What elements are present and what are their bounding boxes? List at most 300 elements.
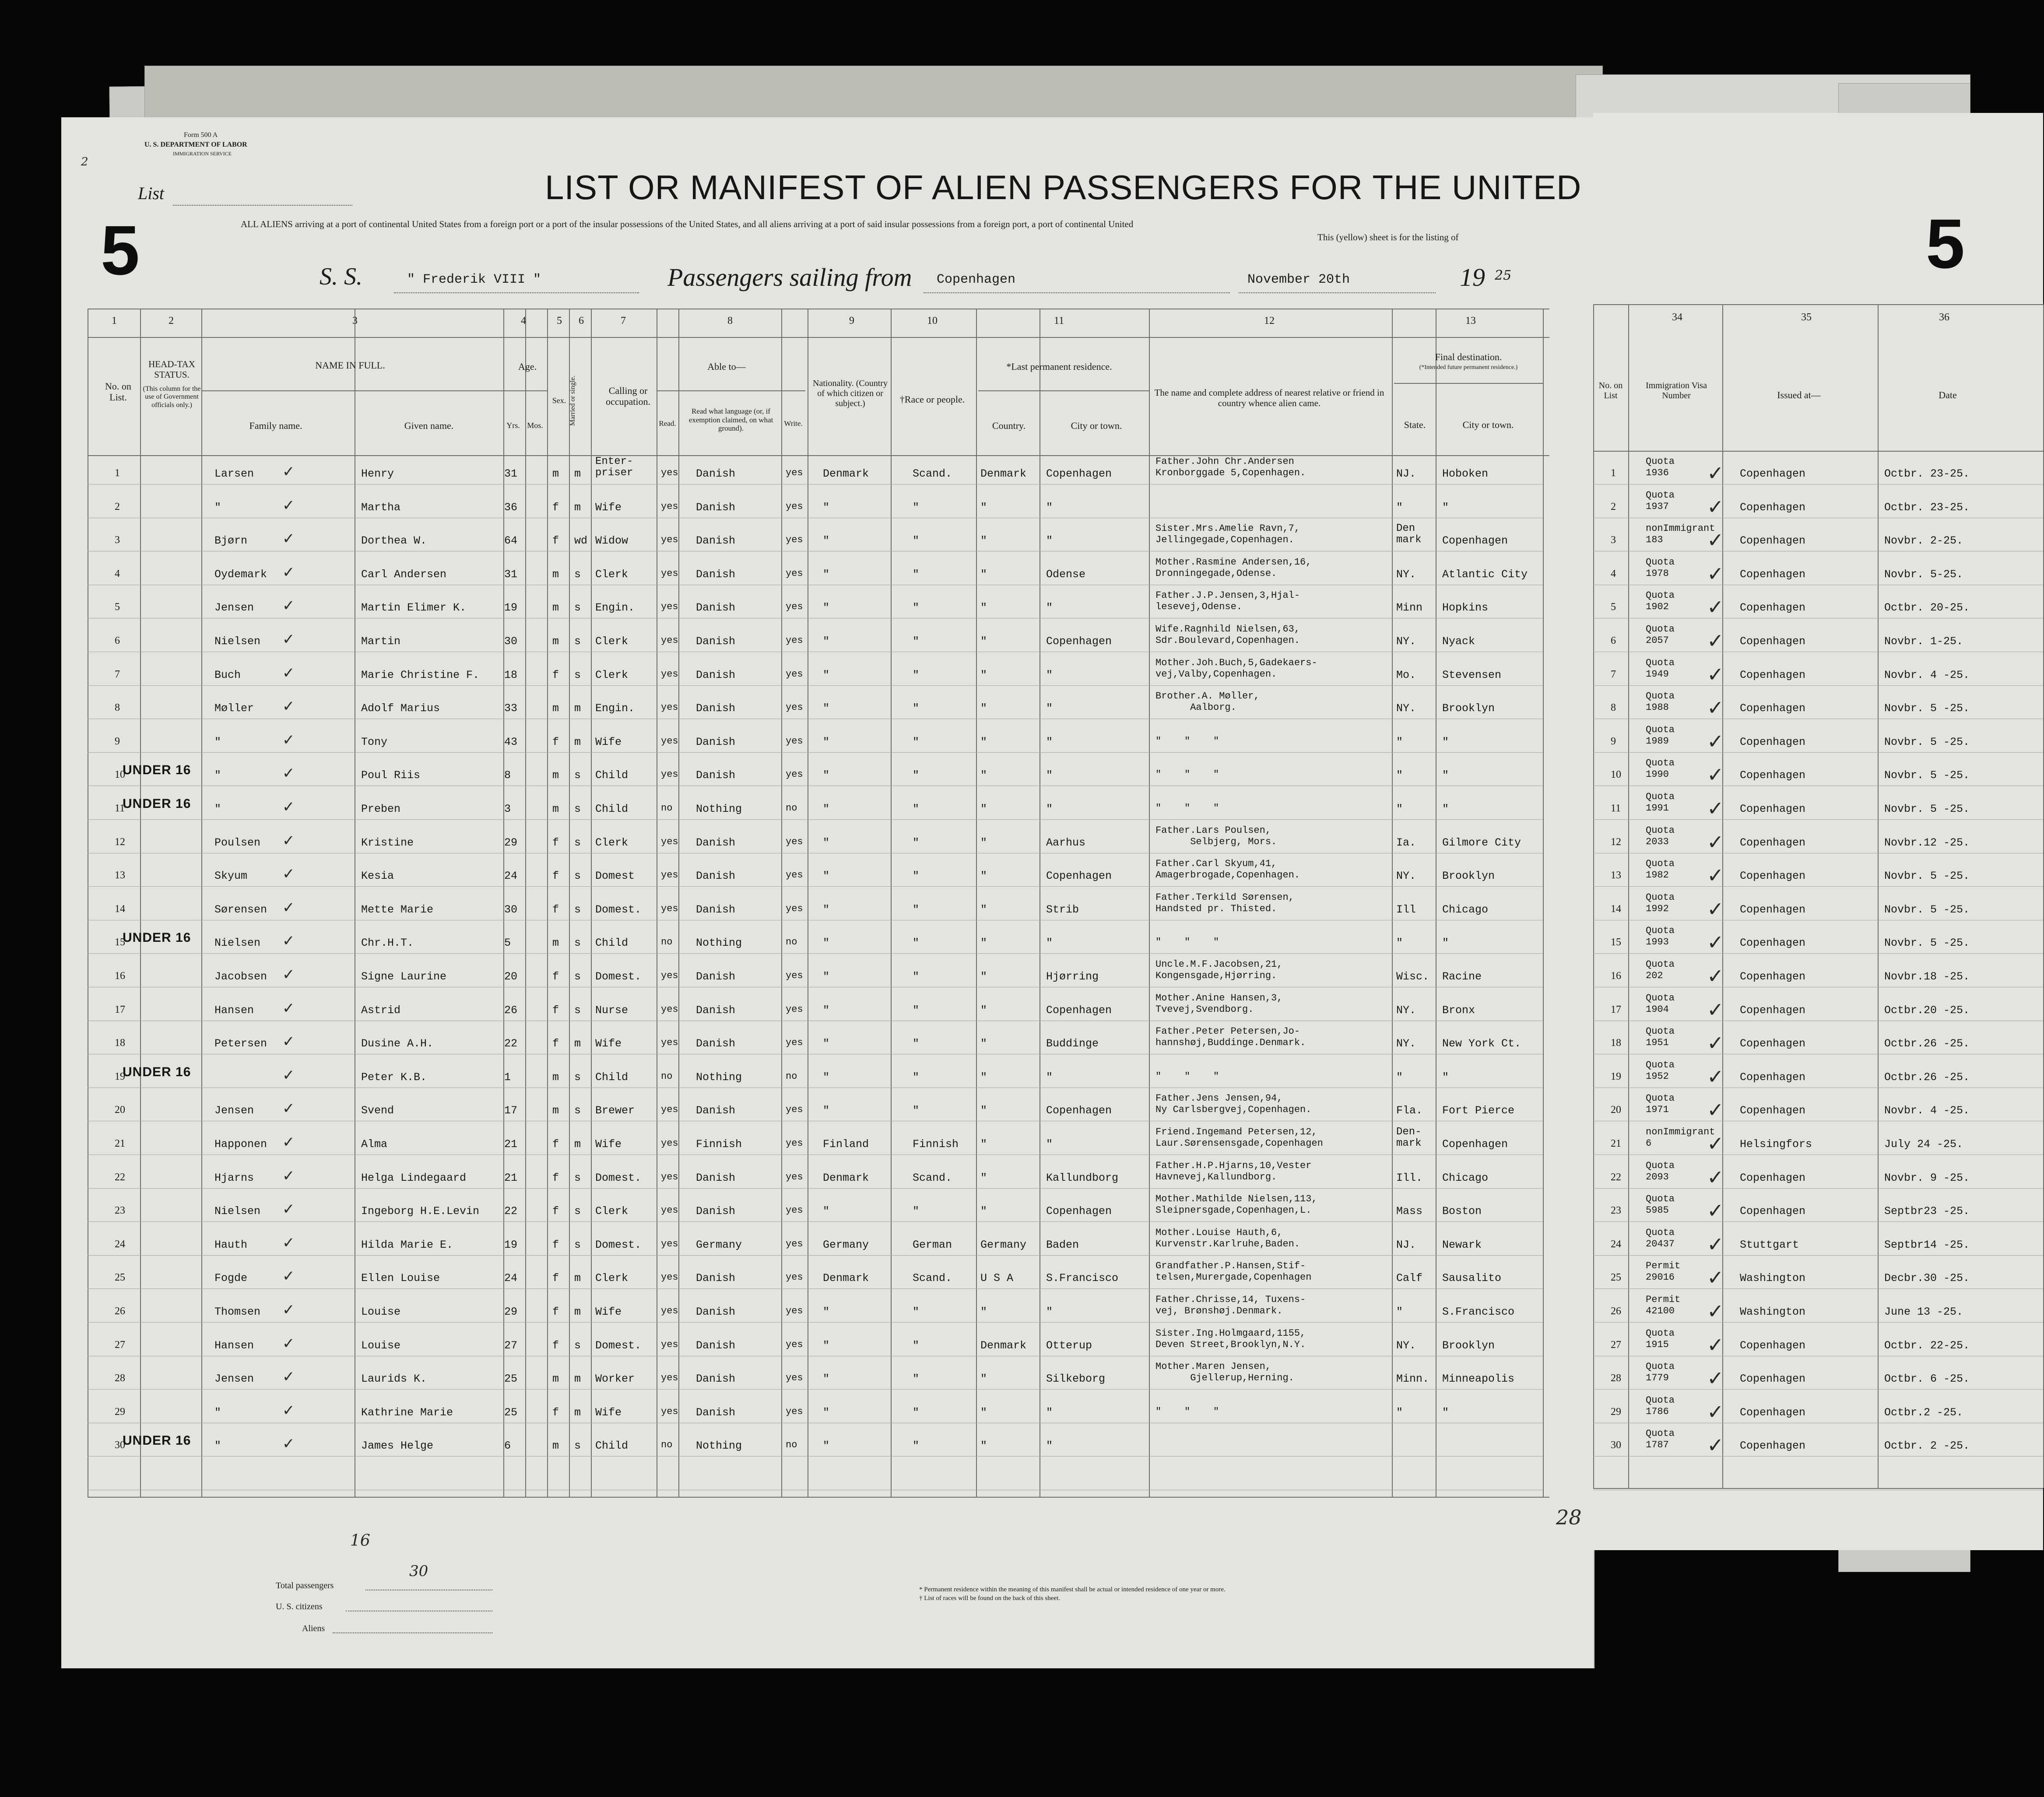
date-rule bbox=[1239, 292, 1436, 294]
occupation: Child bbox=[595, 1071, 629, 1084]
header-mos: Mos. bbox=[527, 421, 543, 430]
residence-country: " bbox=[980, 1037, 987, 1050]
form-number: Form 500 A bbox=[184, 131, 218, 139]
nationality: " bbox=[823, 836, 830, 849]
header-race: †Race or people. bbox=[899, 394, 965, 405]
visa-number: Quota 1937 bbox=[1646, 490, 1675, 512]
can-read: no bbox=[661, 803, 673, 814]
row-number: 2 bbox=[115, 501, 120, 512]
sex: m bbox=[552, 1439, 559, 1452]
column-number: 34 bbox=[1672, 312, 1682, 323]
race: " bbox=[913, 669, 920, 681]
age-years: 21 bbox=[504, 1172, 518, 1184]
marital-status: m bbox=[574, 1037, 581, 1050]
nearest-relative: Mother.Maren Jensen, Gjellerup,Herning. bbox=[1155, 1361, 1294, 1383]
visa-row-number: 16 bbox=[1611, 970, 1621, 982]
given-name: Louise bbox=[361, 1306, 401, 1318]
residence-country: U S A bbox=[980, 1272, 1014, 1285]
marital-status: m bbox=[574, 736, 581, 748]
nationality: " bbox=[823, 736, 830, 748]
can-read: yes bbox=[661, 635, 678, 646]
residence-country: " bbox=[980, 1172, 987, 1184]
background-page bbox=[144, 66, 1603, 123]
race: " bbox=[913, 769, 920, 782]
family-name: Jensen bbox=[214, 601, 254, 614]
residence-country: " bbox=[980, 568, 987, 581]
given-name: Louise bbox=[361, 1339, 401, 1352]
destination-city: " bbox=[1442, 769, 1449, 782]
nationality: " bbox=[823, 937, 830, 949]
sex: m bbox=[552, 702, 559, 715]
grid-line bbox=[88, 953, 1543, 954]
residence-city: " bbox=[1046, 501, 1053, 514]
visa-date: Decbr.30 -25. bbox=[1884, 1272, 1970, 1285]
column-number: 9 bbox=[849, 315, 854, 326]
header-city: City or town. bbox=[1071, 420, 1122, 431]
intro-line-2: This (yellow) sheet is for the listing of bbox=[1317, 232, 1459, 242]
read-language: Danish bbox=[696, 870, 736, 882]
check-mark-icon: ✓ bbox=[1707, 1098, 1724, 1122]
column-number: 11 bbox=[1054, 315, 1064, 326]
can-write: yes bbox=[786, 635, 803, 646]
occupation: Clerk bbox=[595, 1272, 629, 1285]
marital-status: s bbox=[574, 970, 581, 983]
age-years: 64 bbox=[504, 534, 518, 547]
race: " bbox=[913, 1406, 920, 1419]
sex: f bbox=[552, 1205, 559, 1218]
can-read: yes bbox=[661, 836, 678, 847]
row-number: 30 bbox=[115, 1439, 125, 1451]
can-write: no bbox=[786, 1071, 797, 1082]
age-years: 25 bbox=[504, 1372, 518, 1385]
marital-status: s bbox=[574, 1439, 581, 1452]
visa-date: Octbr. 23-25. bbox=[1884, 501, 1970, 514]
destination-city: " bbox=[1442, 501, 1449, 514]
given-name: Kathrine Marie bbox=[361, 1406, 453, 1419]
intro-line-1: ALL ALIENS arriving at a port of continental United States from a foreign port or a port of the insular possessions of the United States, and all aliens arriving at a port of said insular possessions from a foreign port, a port of continental United bbox=[241, 219, 1134, 229]
check-mark-icon: ✓ bbox=[282, 1301, 295, 1319]
nationality: " bbox=[823, 903, 830, 916]
family-name: Hjarns bbox=[214, 1172, 254, 1184]
visa-issued-at: Copenhagen bbox=[1740, 803, 1806, 815]
visa-issued-at: Copenhagen bbox=[1740, 970, 1806, 983]
residence-city: " bbox=[1046, 1406, 1053, 1419]
read-language: Danish bbox=[696, 1205, 736, 1218]
header-visa-date: Date bbox=[1939, 390, 1957, 400]
family-name: Poulsen bbox=[214, 836, 261, 849]
visa-date: Septbr14 -25. bbox=[1884, 1239, 1970, 1251]
can-write: yes bbox=[786, 870, 803, 881]
row-number: 26 bbox=[115, 1306, 125, 1317]
visa-row-number: 11 bbox=[1611, 803, 1621, 814]
visa-number: Quota 1951 bbox=[1646, 1026, 1675, 1048]
nearest-relative: Father.Terkild Sørensen, Handsted pr. Thisted. bbox=[1155, 892, 1294, 914]
race: " bbox=[913, 1205, 920, 1218]
visa-number: Quota 1902 bbox=[1646, 590, 1675, 612]
family-name: Jacobsen bbox=[214, 970, 267, 983]
read-language: Danish bbox=[696, 1339, 736, 1352]
visa-row-number: 19 bbox=[1611, 1071, 1621, 1082]
list-number-left: 5 bbox=[101, 211, 140, 289]
occupation: Worker bbox=[595, 1372, 635, 1385]
check-mark-icon: ✓ bbox=[1707, 1366, 1724, 1390]
visa-date: Novbr. 5 -25. bbox=[1884, 736, 1970, 748]
grid-line bbox=[1149, 309, 1150, 1497]
visa-issued-at: Copenhagen bbox=[1740, 601, 1806, 614]
nearest-relative: Wife.Ragnhild Nielsen,63, Sdr.Boulevard,Copenhagen. bbox=[1155, 624, 1300, 646]
grid-line bbox=[976, 309, 977, 1497]
header-calling: Calling or occupation. bbox=[605, 385, 651, 407]
occupation: Widow bbox=[595, 534, 629, 547]
visa-row-number: 15 bbox=[1611, 937, 1621, 948]
destination-state: Den mark bbox=[1396, 523, 1422, 546]
header-country: Country. bbox=[992, 420, 1026, 431]
read-language: Finnish bbox=[696, 1138, 742, 1151]
read-language: Danish bbox=[696, 1104, 736, 1117]
given-name: Ellen Louise bbox=[361, 1272, 440, 1285]
destination-state: NY. bbox=[1396, 1004, 1416, 1017]
nearest-relative: Friend.Ingemand Petersen,12, Laur.Sørensensgade,Copenhagen bbox=[1155, 1127, 1323, 1149]
visa-number: Quota 1989 bbox=[1646, 724, 1675, 747]
check-mark-icon: ✓ bbox=[1707, 1433, 1724, 1457]
grid-line bbox=[547, 309, 548, 1497]
visa-number: Quota 1915 bbox=[1646, 1328, 1675, 1350]
age-years: 22 bbox=[504, 1205, 518, 1218]
residence-city: Strib bbox=[1046, 903, 1079, 916]
family-name: Nielsen bbox=[214, 1205, 261, 1218]
grid-line bbox=[503, 309, 504, 1497]
race: " bbox=[913, 601, 920, 614]
row-number: 27 bbox=[115, 1339, 125, 1351]
row-number: 7 bbox=[115, 669, 120, 680]
can-write: yes bbox=[786, 1037, 803, 1048]
grid-line bbox=[88, 819, 1543, 820]
residence-city: Odense bbox=[1046, 568, 1086, 581]
nationality: Germany bbox=[823, 1239, 869, 1251]
can-read: yes bbox=[661, 1104, 678, 1115]
grid-line bbox=[88, 1389, 1543, 1390]
family-name: " bbox=[214, 1406, 221, 1419]
can-read: yes bbox=[661, 1239, 678, 1249]
residence-country: " bbox=[980, 534, 987, 547]
can-read: yes bbox=[661, 970, 678, 981]
can-write: yes bbox=[786, 1272, 803, 1283]
age-years: 31 bbox=[504, 467, 518, 480]
given-name: Mette Marie bbox=[361, 903, 434, 916]
visa-issued-at: Washington bbox=[1740, 1272, 1806, 1285]
visa-row-number: 4 bbox=[1611, 568, 1616, 579]
department: U. S. DEPARTMENT OF LABOR bbox=[144, 141, 247, 148]
occupation: Child bbox=[595, 803, 629, 815]
nationality: " bbox=[823, 1439, 830, 1452]
residence-country: " bbox=[980, 1205, 987, 1218]
age-years: 19 bbox=[504, 601, 518, 614]
destination-state: Wisc. bbox=[1396, 970, 1429, 983]
column-number: 6 bbox=[579, 315, 584, 326]
visa-issued-at: Copenhagen bbox=[1740, 669, 1806, 681]
read-language: Danish bbox=[696, 601, 736, 614]
can-read: yes bbox=[661, 769, 678, 780]
nationality: " bbox=[823, 635, 830, 648]
read-language: Danish bbox=[696, 836, 736, 849]
visa-date: June 13 -25. bbox=[1884, 1306, 1963, 1318]
can-read: yes bbox=[661, 534, 678, 545]
nearest-relative: " " " bbox=[1155, 1406, 1219, 1417]
can-read: yes bbox=[661, 1205, 678, 1216]
family-name: Jensen bbox=[214, 1104, 254, 1117]
sex: m bbox=[552, 937, 559, 949]
read-language: Danish bbox=[696, 769, 736, 782]
visa-date: July 24 -25. bbox=[1884, 1138, 1963, 1151]
family-name: " bbox=[214, 501, 221, 514]
read-language: Danish bbox=[696, 1272, 736, 1285]
nationality: " bbox=[823, 870, 830, 882]
age-years: 19 bbox=[504, 1239, 518, 1251]
destination-city: Chicago bbox=[1442, 1172, 1489, 1184]
race: " bbox=[913, 970, 920, 983]
header-right-no-on-list: No. on List bbox=[1598, 381, 1623, 400]
race: " bbox=[913, 1339, 920, 1352]
visa-number: Quota 1936 bbox=[1646, 456, 1675, 478]
race: " bbox=[913, 1439, 920, 1452]
residence-country: " bbox=[980, 1306, 987, 1318]
visa-row-number: 24 bbox=[1611, 1239, 1621, 1250]
check-mark-icon: ✓ bbox=[282, 1335, 295, 1352]
column-number: 10 bbox=[927, 315, 938, 326]
column-number: 7 bbox=[621, 315, 626, 326]
visa-issued-at: Copenhagen bbox=[1740, 635, 1806, 648]
can-read: yes bbox=[661, 1339, 678, 1350]
check-mark-icon: ✓ bbox=[282, 597, 295, 614]
read-language: Danish bbox=[696, 501, 736, 514]
race: " bbox=[913, 1372, 920, 1385]
age-years: 29 bbox=[504, 1306, 518, 1318]
visa-row-number: 6 bbox=[1611, 635, 1616, 646]
check-mark-icon: ✓ bbox=[1707, 1132, 1724, 1155]
footer-rule bbox=[346, 1611, 492, 1612]
given-name: Laurids K. bbox=[361, 1372, 427, 1385]
row-number: 3 bbox=[115, 534, 120, 546]
residence-country: " bbox=[980, 1138, 987, 1151]
occupation: Clerk bbox=[595, 836, 629, 849]
handwritten-note: 16 bbox=[350, 1532, 370, 1550]
grid-line bbox=[1593, 1322, 2043, 1323]
race: Scand. bbox=[913, 467, 952, 480]
grid-line bbox=[1392, 309, 1393, 1497]
visa-issued-at: Copenhagen bbox=[1740, 903, 1806, 916]
residence-country: " bbox=[980, 1439, 987, 1452]
occupation: Brewer bbox=[595, 1104, 635, 1117]
grid-line bbox=[1593, 1188, 2043, 1189]
visa-number: Quota 2093 bbox=[1646, 1160, 1675, 1183]
destination-state: Mass bbox=[1396, 1205, 1423, 1218]
nationality: " bbox=[823, 601, 830, 614]
can-write: yes bbox=[786, 736, 803, 747]
can-write: yes bbox=[786, 903, 803, 914]
destination-state: Mo. bbox=[1396, 669, 1416, 681]
residence-country: " bbox=[980, 903, 987, 916]
sex: f bbox=[552, 1239, 559, 1251]
header-final-destination: Final destination. bbox=[1435, 351, 1502, 362]
nearest-relative: Grandfather.P.Hansen,Stif- telsen,Murergade,Copenhagen bbox=[1155, 1260, 1312, 1283]
residence-city: " bbox=[1046, 669, 1053, 681]
family-name: Jensen bbox=[214, 1372, 254, 1385]
header-visa-number: Immigration Visa Number bbox=[1645, 381, 1707, 400]
visa-date: Novbr. 5 -25. bbox=[1884, 937, 1970, 949]
destination-city: Atlantic City bbox=[1442, 568, 1528, 581]
under-16-stamp: UNDER 16 bbox=[123, 930, 191, 945]
given-name: Svend bbox=[361, 1104, 394, 1117]
nearest-relative: Father.Chrisse,14, Tuxens- vej, Brønshøj.Denmark. bbox=[1155, 1294, 1306, 1316]
age-years: 6 bbox=[504, 1439, 511, 1452]
footer-rule bbox=[333, 1632, 492, 1634]
footer-note-1: * Permanent residence within the meaning of this manifest shall be actual or intended residence of one year or more. bbox=[919, 1586, 1226, 1593]
sex: f bbox=[552, 534, 559, 547]
column-number: 4 bbox=[521, 315, 526, 326]
row-number: 16 bbox=[115, 970, 125, 982]
race: " bbox=[913, 1104, 920, 1117]
visa-row-number: 1 bbox=[1611, 467, 1616, 479]
destination-state: NY. bbox=[1396, 702, 1416, 715]
age-years: 33 bbox=[504, 702, 518, 715]
family-name: Fogde bbox=[214, 1272, 248, 1285]
race: " bbox=[913, 1306, 920, 1318]
nationality: " bbox=[823, 534, 830, 547]
destination-state: NJ. bbox=[1396, 467, 1416, 480]
row-number: 15 bbox=[115, 937, 125, 948]
nearest-relative: Mother.Mathilde Nielsen,113, Sleipnersgade,Copenhagen,L. bbox=[1155, 1193, 1317, 1216]
check-mark-icon: ✓ bbox=[1707, 964, 1724, 988]
handwritten-note: 28 bbox=[1556, 1506, 1582, 1529]
nearest-relative: Mother.Louise Hauth,6, Kurvenstr.Karlruhe,Baden. bbox=[1155, 1227, 1300, 1249]
family-name: Møller bbox=[214, 702, 254, 715]
marital-status: s bbox=[574, 635, 581, 648]
age-years: 8 bbox=[504, 769, 511, 782]
visa-number: Permit 29016 bbox=[1646, 1260, 1681, 1283]
given-name: Carl Andersen bbox=[361, 568, 447, 581]
page-title: LIST OR MANIFEST OF ALIEN PASSENGERS FOR THE UNITED bbox=[545, 168, 1582, 207]
residence-country: " bbox=[980, 601, 987, 614]
race: Scand. bbox=[913, 1172, 952, 1184]
race: " bbox=[913, 1037, 920, 1050]
residence-city: Copenhagen bbox=[1046, 1004, 1112, 1017]
sex: m bbox=[552, 803, 559, 815]
race: " bbox=[913, 836, 920, 849]
age-years: 27 bbox=[504, 1339, 518, 1352]
sex: f bbox=[552, 870, 559, 882]
occupation: Clerk bbox=[595, 669, 629, 681]
given-name: Marie Christine F. bbox=[361, 669, 480, 681]
marital-status: m bbox=[574, 1272, 581, 1285]
row-number: 24 bbox=[115, 1239, 125, 1250]
column-number: 3 bbox=[352, 315, 358, 326]
can-read: yes bbox=[661, 601, 678, 612]
marital-status: s bbox=[574, 601, 581, 614]
residence-city: Hjørring bbox=[1046, 970, 1099, 983]
visa-date: Octbr. 20-25. bbox=[1884, 601, 1970, 614]
marital-status: s bbox=[574, 870, 581, 882]
nearest-relative: " " " bbox=[1155, 803, 1219, 814]
given-name: Poul Riis bbox=[361, 769, 421, 782]
residence-country: " bbox=[980, 1372, 987, 1385]
residence-city: " bbox=[1046, 1071, 1053, 1084]
visa-number: Quota 1787 bbox=[1646, 1428, 1675, 1450]
visa-issued-at: Copenhagen bbox=[1740, 1004, 1806, 1017]
destination-state: Ill bbox=[1396, 903, 1416, 916]
nationality: Finland bbox=[823, 1138, 869, 1151]
can-write: yes bbox=[786, 1239, 803, 1249]
residence-country: " bbox=[980, 1406, 987, 1419]
header-given-name: Given name. bbox=[404, 420, 454, 431]
row-number: 13 bbox=[115, 870, 125, 881]
read-language: Danish bbox=[696, 1037, 736, 1050]
destination-city: " bbox=[1442, 937, 1449, 949]
destination-state: Minn. bbox=[1396, 1372, 1429, 1385]
can-write: yes bbox=[786, 1205, 803, 1216]
nationality: " bbox=[823, 568, 830, 581]
can-write: yes bbox=[786, 568, 803, 579]
visa-number: Quota 1990 bbox=[1646, 758, 1675, 780]
visa-row-number: 30 bbox=[1611, 1439, 1621, 1451]
header-read-what: Read what language (or, if exemption claimed, on what ground). bbox=[688, 407, 773, 433]
family-name: Nielsen bbox=[214, 635, 261, 648]
sex: m bbox=[552, 769, 559, 782]
read-language: Danish bbox=[696, 1306, 736, 1318]
header-able-to: Able to— bbox=[707, 361, 746, 372]
residence-city: " bbox=[1046, 601, 1053, 614]
age-years: 24 bbox=[504, 870, 518, 882]
residence-country: " bbox=[980, 669, 987, 681]
marital-status: s bbox=[574, 803, 581, 815]
given-name: Ingeborg H.E.Levin bbox=[361, 1205, 480, 1218]
read-language: Danish bbox=[696, 568, 736, 581]
check-mark-icon: ✓ bbox=[1707, 1165, 1724, 1189]
visa-number: Quota 202 bbox=[1646, 959, 1675, 981]
nationality: Denmark bbox=[823, 1172, 869, 1184]
can-read: yes bbox=[661, 1037, 678, 1048]
occupation: Clerk bbox=[595, 568, 629, 581]
can-read: yes bbox=[661, 1372, 678, 1383]
residence-country: " bbox=[980, 1004, 987, 1017]
occupation: Child bbox=[595, 769, 629, 782]
occupation: Wife bbox=[595, 501, 622, 514]
residence-city: Otterup bbox=[1046, 1339, 1092, 1352]
row-number: 20 bbox=[115, 1104, 125, 1116]
destination-city: Gilmore City bbox=[1442, 836, 1521, 849]
age-years: 26 bbox=[504, 1004, 518, 1017]
row-number: 10 bbox=[115, 769, 125, 780]
given-name: Tony bbox=[361, 736, 388, 748]
sex: m bbox=[552, 1071, 559, 1084]
residence-country: " bbox=[980, 937, 987, 949]
visa-number: Quota 1991 bbox=[1646, 791, 1675, 814]
marital-status: m bbox=[574, 1372, 581, 1385]
visa-row-number: 12 bbox=[1611, 836, 1621, 848]
destination-state: NY. bbox=[1396, 1339, 1416, 1352]
row-number: 25 bbox=[115, 1272, 125, 1283]
destination-city: Brooklyn bbox=[1442, 702, 1495, 715]
given-name: Henry bbox=[361, 467, 394, 480]
grid-line bbox=[1593, 304, 2043, 305]
destination-city: Bronx bbox=[1442, 1004, 1475, 1017]
visa-issued-at: Copenhagen bbox=[1740, 836, 1806, 849]
age-years: 18 bbox=[504, 669, 518, 681]
can-read: yes bbox=[661, 1172, 678, 1183]
can-read: yes bbox=[661, 1138, 678, 1149]
visa-issued-at: Copenhagen bbox=[1740, 1205, 1806, 1218]
read-language: Nothing bbox=[696, 803, 742, 815]
given-name: Peter K.B. bbox=[361, 1071, 427, 1084]
